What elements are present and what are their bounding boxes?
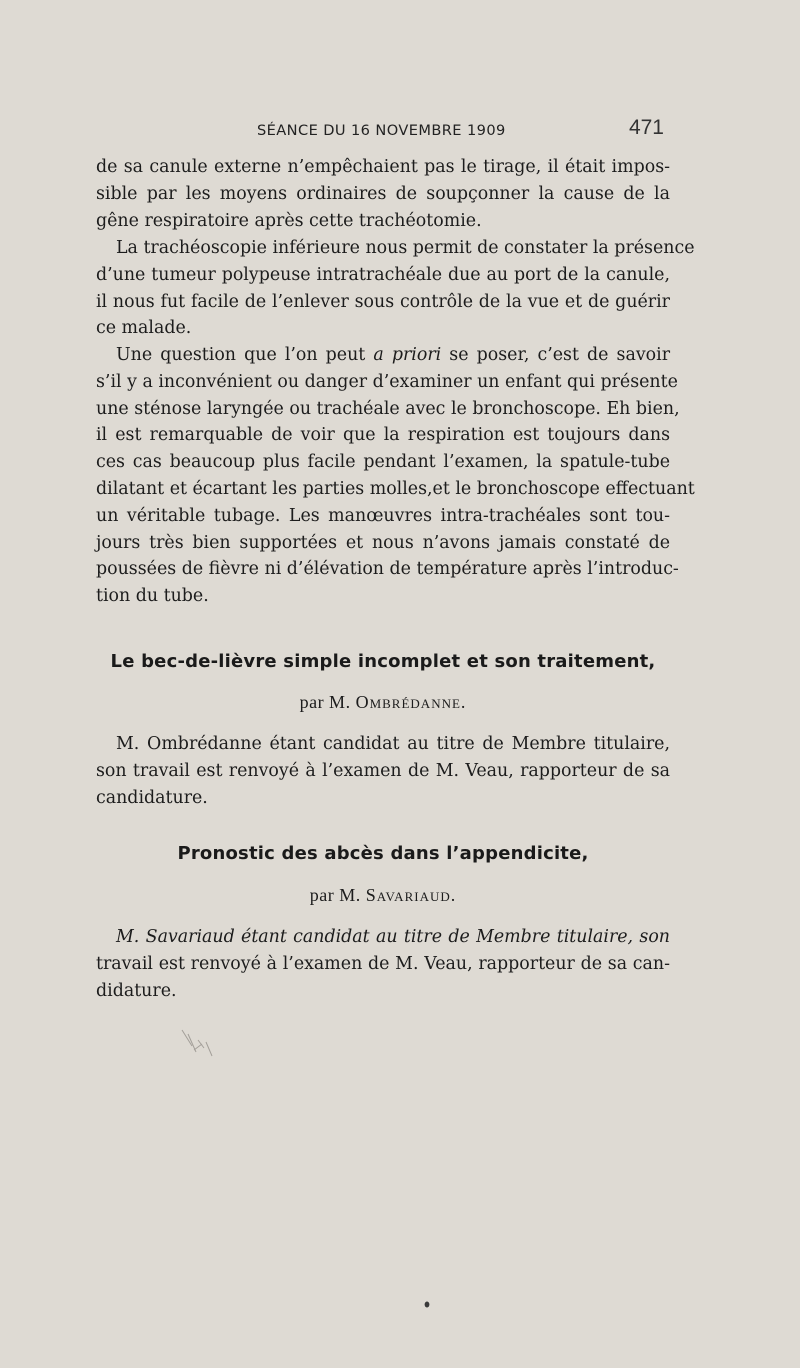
page-number: 471 [628, 116, 664, 139]
text-line: il nous fut facile de l’enlever sous contrôle de la vue et de guérir [96, 291, 670, 312]
ink-smudge [178, 1026, 226, 1066]
text-line: une sténose laryngée ou trachéale avec le bronchoscope. Eh bien, [96, 398, 680, 419]
paragraph-1 [96, 154, 670, 234]
author-name: Ombrédanne. [355, 692, 467, 712]
paragraph-2 [96, 235, 695, 342]
text-line: didature. [96, 980, 177, 1001]
ink-dot [424, 1301, 430, 1308]
text-line: travail est renvoyé à l’examen de M. Veau, rapporteur de sa can- [96, 953, 670, 974]
running-title: SÉANCE DU 16 NOVEMBRE 1909 [257, 122, 506, 139]
paragraph-3 [96, 342, 695, 610]
text-line: il est remarquable de voir que la respiration est toujours dans [96, 425, 670, 446]
paragraph-4 [96, 731, 670, 811]
text-line: jours très bien supportées et nous n’avons jamais constaté de [96, 532, 670, 553]
text-line [96, 342, 670, 369]
author-name: Savariaud. [365, 885, 457, 905]
text-line: ce malade. [96, 318, 192, 339]
text-line: M. Ombrédanne étant candidat au titre de Membre titulaire, [116, 734, 670, 754]
text-line: son travail est renvoyé à l’examen de M. Veau, rapporteur de sa [96, 760, 670, 781]
byline-prefix: par M. [299, 692, 356, 712]
italic-phrase: M. Savariaud étant candidat au titre de Membre titulaire, [116, 927, 634, 947]
section-title-2: Pronostic des abcès dans l’appendicite, [177, 843, 589, 864]
text-line: de sa canule externe n’empêchaient pas le tirage, il était impos- [96, 157, 670, 177]
text-line: gêne respiratoire après cette trachéotomie. [96, 210, 482, 231]
text-run: Une question que l’on peut [116, 345, 374, 365]
byline-2 [96, 885, 670, 906]
text-line: La trachéoscopie inférieure nous permit de constater la présence [116, 238, 695, 258]
byline-1 [96, 692, 670, 713]
italic-phrase: a priori [373, 345, 442, 365]
text-line: un véritable tubage. Les manœuvres intra-trachéales sont tou- [96, 505, 670, 526]
section-title-1: Le bec-de-lièvre simple incomplet et son traitement, [110, 651, 656, 672]
text-run: se poser, c’est de savoir [441, 345, 671, 365]
text-line: ces cas beaucoup plus facile pendant l’examen, la spatule-tube [96, 452, 670, 473]
text-line: poussées de fièvre ni d’élévation de température après l’introduc- [96, 559, 679, 580]
text-line: dilatant et écartant les parties molles,et le bronchoscope effectuant [96, 478, 695, 499]
text-line: s’il y a inconvénient ou danger d’examiner un enfant qui présente [96, 371, 678, 392]
italic-phrase: son [633, 927, 671, 947]
text-line: candidature. [96, 787, 208, 808]
text-line: sible par les moyens ordinaires de soupçonner la cause de la [96, 183, 670, 204]
byline-prefix: par M. [309, 885, 366, 905]
text-line: tion du tube. [96, 586, 209, 607]
paragraph-5 [96, 924, 670, 1004]
text-line [96, 924, 670, 951]
text-line: d’une tumeur polypeuse intratrachéale due au port de la canule, [96, 264, 670, 285]
running-head [96, 116, 670, 144]
